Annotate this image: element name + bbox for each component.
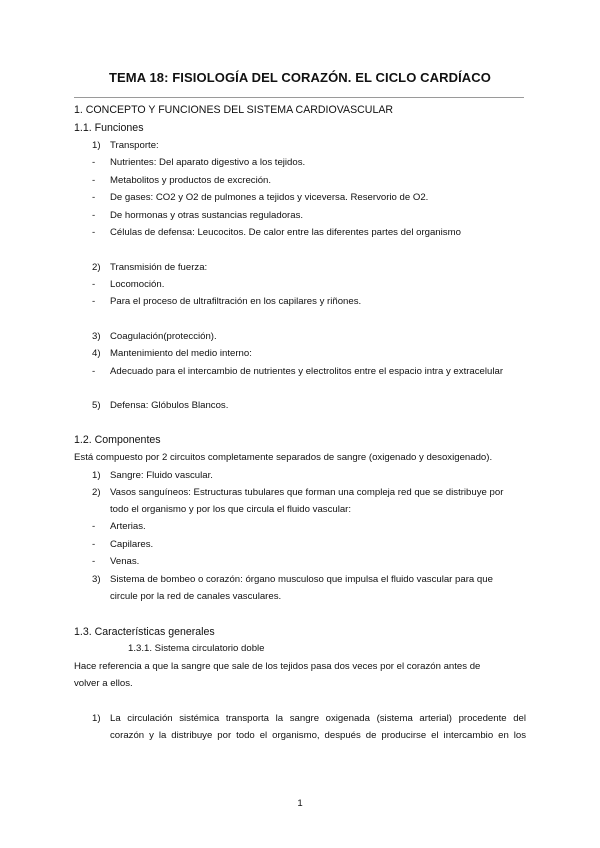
list-number: 3) xyxy=(92,331,101,342)
list-item-label: Sangre: Fluido vascular. xyxy=(110,470,213,481)
subsubsection-heading-1-3-1: 1.3.1. Sistema circulatorio doble xyxy=(128,643,265,654)
paragraph: Hace referencia a que la sangre que sale de los tejidos pasa dos veces por el corazón antes de xyxy=(74,661,481,672)
bullet-dash: - xyxy=(92,366,96,377)
subsection-heading-1-1: 1.1. Funciones xyxy=(74,122,144,134)
paragraph: Está compuesto por 2 circuitos completamente separados de sangre (oxigenado y desoxigenado). xyxy=(74,452,493,463)
section-heading-1: 1. CONCEPTO Y FUNCIONES DEL SISTEMA CARDIOVASCULAR xyxy=(74,104,394,116)
bullet-dash: - xyxy=(92,296,96,307)
list-item-label: Coagulación(protección). xyxy=(110,331,217,342)
document-title: TEMA 18: FISIOLOGÍA DEL CORAZÓN. EL CICLO CARDÍACO xyxy=(108,70,491,85)
bullet-item: De gases: CO2 y O2 de pulmones a tejidos y viceversa. Reservorio de O2. xyxy=(110,192,429,203)
bullet-dash: - xyxy=(92,279,96,290)
bullet-item: Venas. xyxy=(110,556,140,567)
list-item-text: circule por la red de canales vasculares. xyxy=(110,591,282,602)
bullet-item: Adecuado para el intercambio de nutrientes y electrolitos entre el espacio intra y extracelular xyxy=(110,366,504,377)
list-number: 1) xyxy=(92,470,101,481)
list-item-text: Sistema de bombeo o corazón: órgano musculoso que impulsa el fluido vascular para que xyxy=(110,574,493,585)
subsection-heading-1-2: 1.2. Componentes xyxy=(74,434,161,446)
list-item-text: La circulación sistémica transporta la sangre oxigenada (sistema arterial) procedente del xyxy=(110,713,526,724)
bullet-dash: - xyxy=(92,157,96,168)
bullet-dash: - xyxy=(92,192,96,203)
bullet-item: Capilares. xyxy=(110,539,154,550)
list-number: 2) xyxy=(92,262,101,273)
bullet-item: Metabolitos y productos de excreción. xyxy=(110,175,272,186)
page-number: 1 xyxy=(297,798,303,809)
list-item-label: Transmisión de fuerza: xyxy=(110,262,208,273)
list-item-label: Transporte: xyxy=(110,140,159,151)
bullet-item: Locomoción. xyxy=(110,279,165,290)
bullet-dash: - xyxy=(92,175,96,186)
list-item-label: Defensa: Glóbulos Blancos. xyxy=(110,400,229,411)
list-number: 1) xyxy=(92,140,101,151)
bullet-item: Nutrientes: Del aparato digestivo a los tejidos. xyxy=(110,157,306,168)
bullet-dash: - xyxy=(92,210,96,221)
bullet-item: Para el proceso de ultrafiltración en los capilares y riñones. xyxy=(110,296,362,307)
bullet-item: Arterias. xyxy=(110,521,146,532)
list-item-label: Mantenimiento del medio interno: xyxy=(110,348,252,359)
list-number: 1) xyxy=(92,713,101,724)
list-number: 3) xyxy=(92,574,101,585)
bullet-dash: - xyxy=(92,227,96,238)
bullet-item: Células de defensa: Leucocitos. De calor entre las diferentes partes del organismo xyxy=(110,227,461,238)
list-item-text: corazón y la distribuye por todo el organismo, después de producirse el intercambio en los xyxy=(110,730,526,741)
subsection-heading-1-3: 1.3. Características generales xyxy=(74,626,215,638)
bullet-dash: - xyxy=(92,539,96,550)
bullet-item: De hormonas y otras sustancias reguladoras. xyxy=(110,210,304,221)
list-number: 2) xyxy=(92,487,101,498)
bullet-dash: - xyxy=(92,556,96,567)
list-item-text: Vasos sanguíneos: Estructuras tubulares que forman una compleja red que se distribuye por xyxy=(110,487,504,498)
bullet-dash: - xyxy=(92,521,96,532)
title-divider xyxy=(74,97,524,98)
paragraph: volver a ellos. xyxy=(74,678,133,689)
list-number: 5) xyxy=(92,400,101,411)
list-number: 4) xyxy=(92,348,101,359)
list-item-text: todo el organismo y por los que circula el fluido vascular: xyxy=(110,504,352,515)
